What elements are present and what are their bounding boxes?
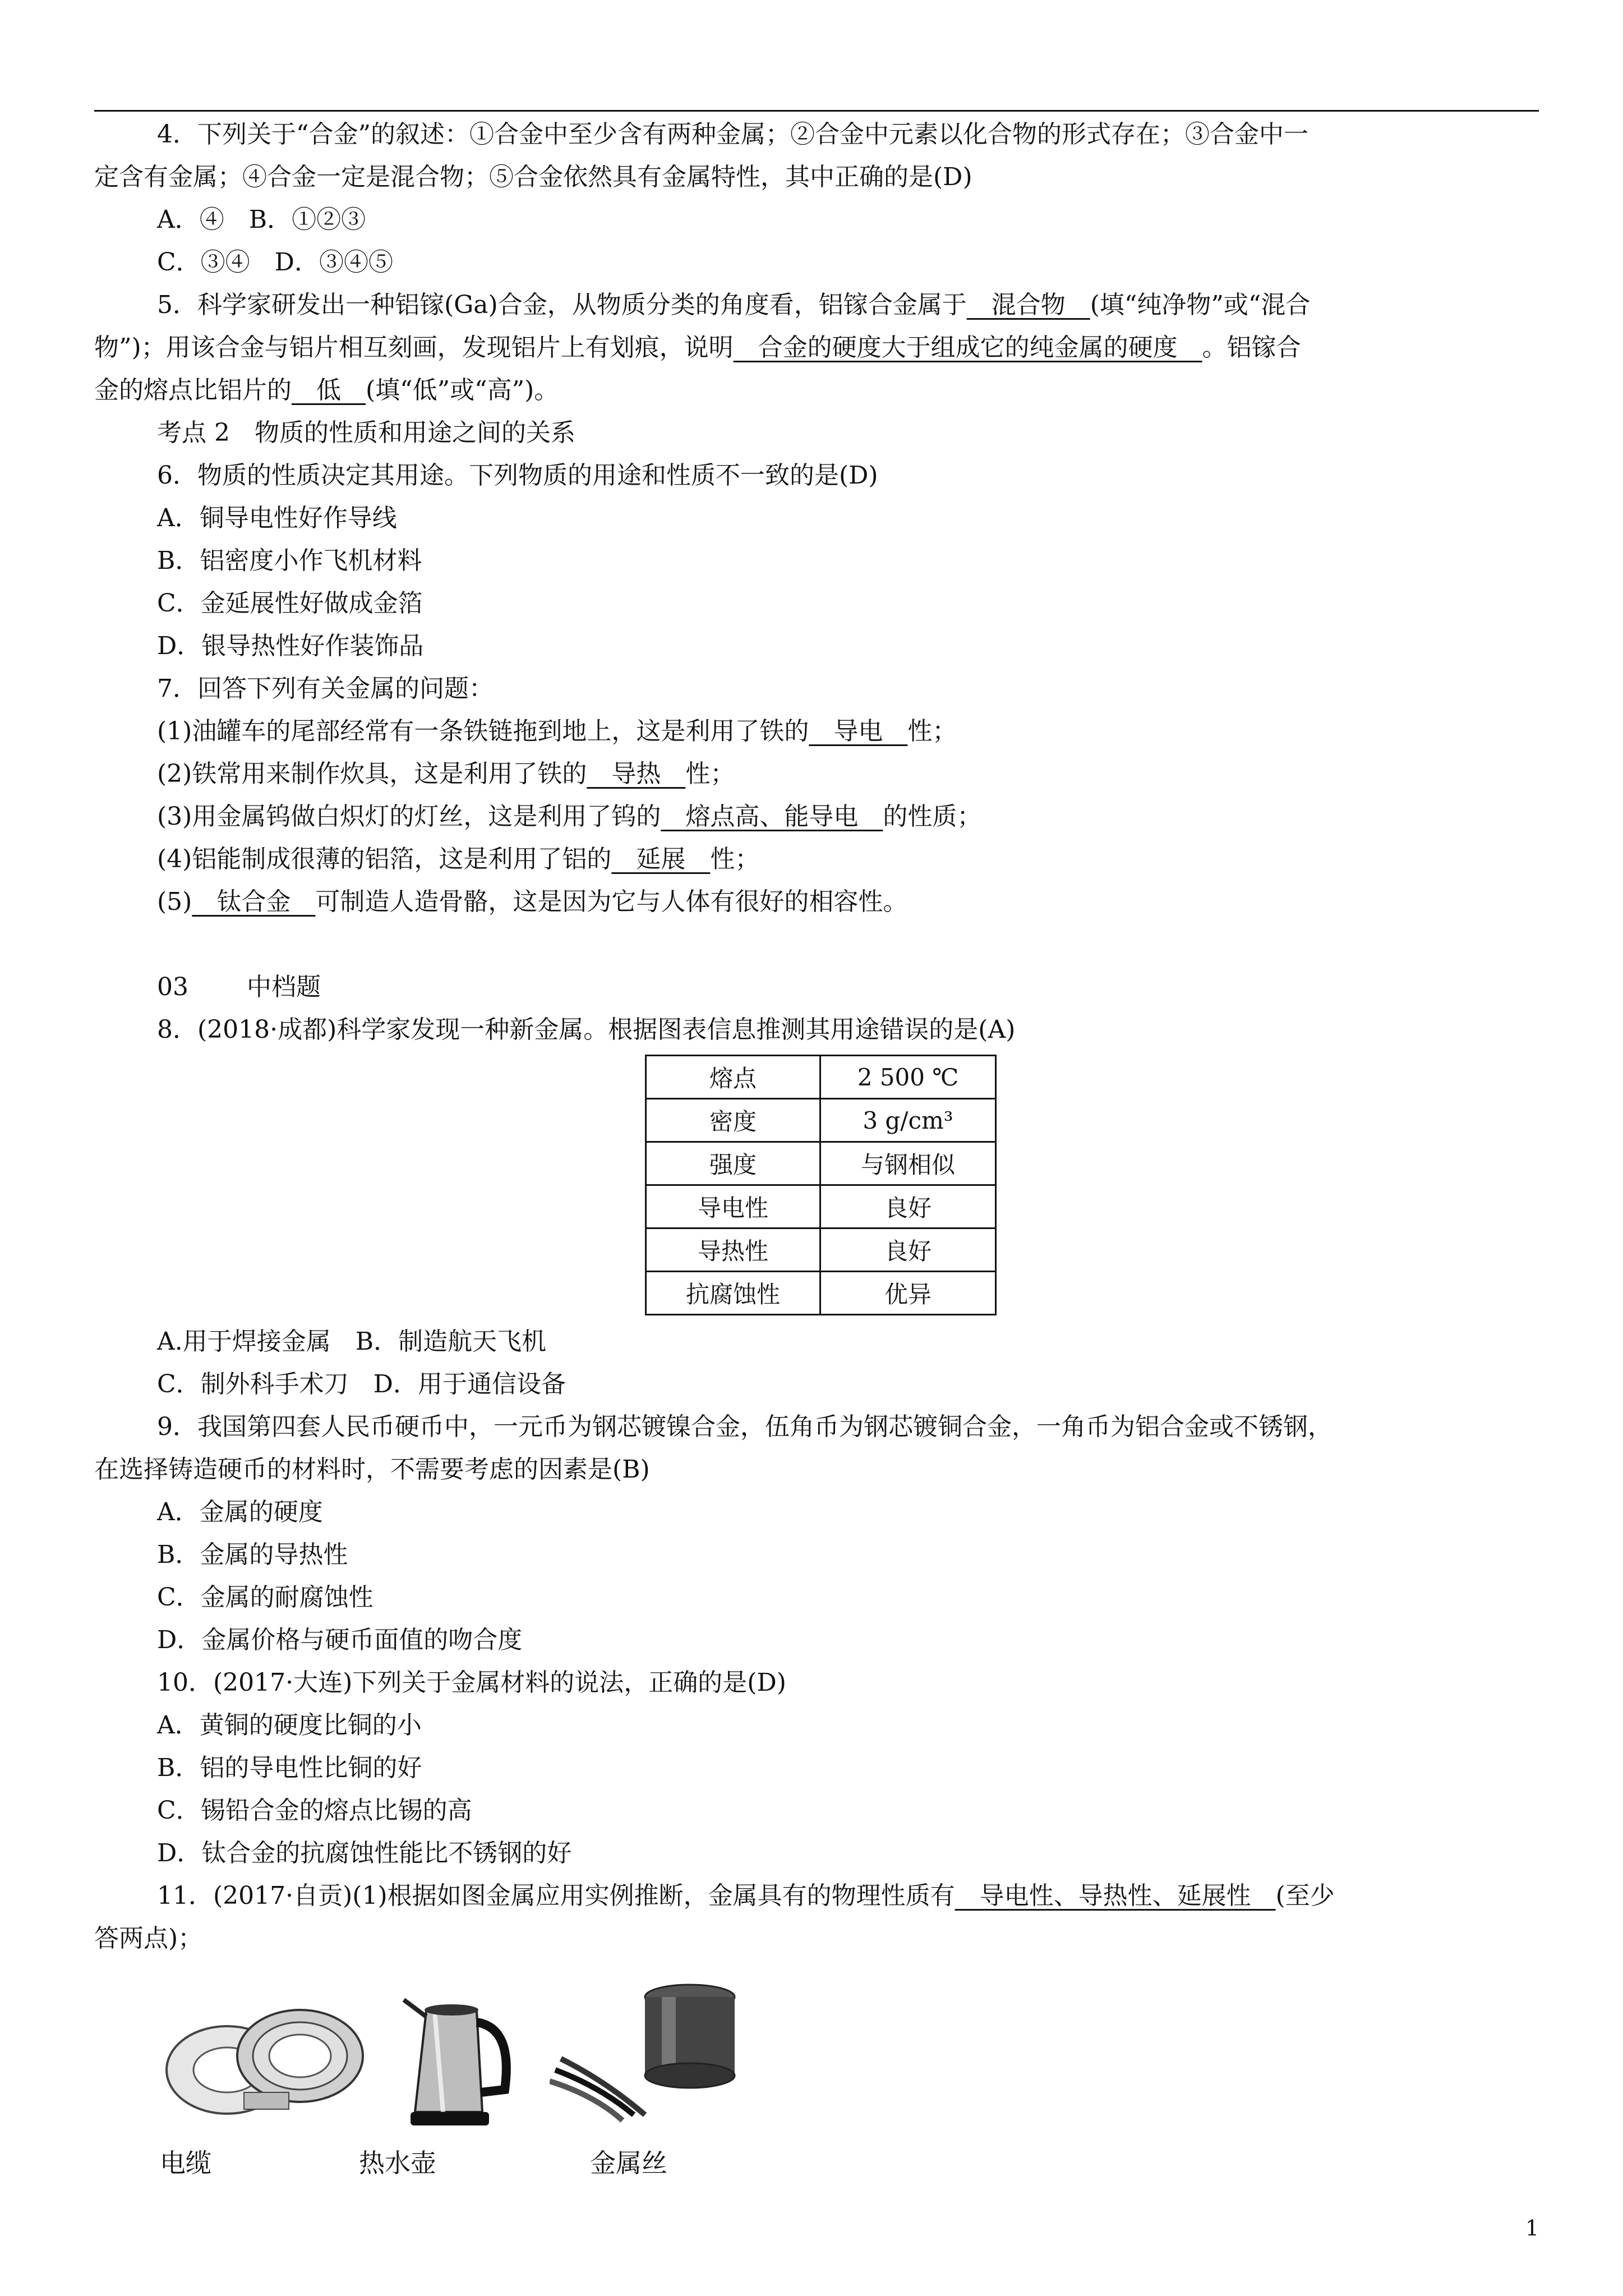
caption-metal-wire: 金属丝 xyxy=(590,2148,667,2178)
q8-options-1: A.用于焊接金属 B．制造航天飞机 xyxy=(157,1327,547,1356)
q9-option-d: D．金属价格与硬币面值的吻合度 xyxy=(157,1626,523,1654)
q10-option-b: B．铝的导电性比铜的好 xyxy=(157,1754,422,1782)
q9-option-c: C．金属的耐腐蚀性 xyxy=(157,1583,374,1612)
q9-option-b: B．金属的导热性 xyxy=(157,1540,348,1569)
metal-wire-image xyxy=(550,1975,757,2137)
q10-option-d: D．钛合金的抗腐蚀性能比不锈钢的好 xyxy=(157,1839,572,1867)
table-row xyxy=(646,1228,996,1272)
q9-line1: 9．我国第四套人民币硬币中，一元币为钢芯镀镍合金，伍角币为钢芯镀铜合金，一角币为铝合金或不锈钢， xyxy=(157,1412,1332,1441)
q11-line2: 答两点)； xyxy=(94,1924,203,1953)
q5-line1: 5．科学家研发出一种铝镓(Ga)合金，从物质分类的角度看，铝镓合金属于 混合物 (填“纯净物”或“混合 xyxy=(157,291,1311,319)
q4-line1: 4．下列关于“合金”的叙述：①合金中至少含有两种金属；②合金中元素以化合物的形式存在；③合金中一 xyxy=(157,120,1308,149)
q7-blank-1: 导电 xyxy=(809,717,908,746)
kaodian-2-heading: 考点 2 物质的性质和用途之间的关系 xyxy=(157,418,575,447)
section-number: 03 xyxy=(157,973,188,1001)
q6-stem: 6．物质的性质决定其用途。下列物质的用途和性质不一致的是(D) xyxy=(157,461,878,490)
q7-blank-4: 延展 xyxy=(611,845,711,873)
q5-blank-2: 合金的硬度大于组成它的纯金属的硬度 xyxy=(733,333,1202,362)
q7-stem: 7．回答下列有关金属的问题： xyxy=(157,674,494,703)
property-value: 3 g/cm³ xyxy=(820,1099,996,1142)
q4-options-1: A．④ B．①②③ xyxy=(157,205,366,234)
q7-sub-4: (4)铝能制成很薄的铝箔，这是利用了铝的 延展 性； xyxy=(157,845,760,873)
q11-line1: 11．(2017·自贡)(1)根据如图金属应用实例推断，金属具有的物理性质有 导电性、导热性、延展性 (至少 xyxy=(157,1881,1335,1910)
property-value: 良好 xyxy=(820,1228,996,1272)
q8-stem: 8．(2018·成都)科学家发现一种新金属。根据图表信息推测其用途错误的是(A) xyxy=(157,1015,1016,1044)
metal-properties-table xyxy=(645,1055,997,1315)
q10-option-c: C．锡铅合金的熔点比锡的高 xyxy=(157,1796,472,1825)
table-row xyxy=(646,1056,996,1099)
q7-sub-1: (1)油罐车的尾部经常有一条铁链拖到地上，这是利用了铁的 导电 性； xyxy=(157,717,957,746)
property-value: 2 500 ℃ xyxy=(820,1056,996,1099)
table-row xyxy=(646,1185,996,1228)
q5-line2: 物”)；用该合金与铝片相互刻画，发现铝片上有划痕，说明 合金的硬度大于组成它的纯金属的硬度 。铝镓合 xyxy=(94,333,1301,362)
section-title: 中档题 xyxy=(247,973,321,1001)
q5-blank-3: 低 xyxy=(292,376,366,404)
q6-option-b: B．铝密度小作飞机材料 xyxy=(157,546,422,575)
property-name: 导电性 xyxy=(646,1185,820,1228)
property-value: 与钢相似 xyxy=(820,1142,996,1185)
header-rule xyxy=(94,110,1539,112)
table-row xyxy=(646,1099,996,1142)
q6-option-d: D．银导热性好作装饰品 xyxy=(157,632,424,660)
property-name: 密度 xyxy=(646,1099,820,1142)
q5-line3: 金的熔点比铝片的 低 (填“低”或“高”)。 xyxy=(94,376,559,404)
q4-options-2: C．③④ D．③④⑤ xyxy=(157,248,393,277)
page-number: 1 xyxy=(1525,2216,1539,2240)
q8-options-2: C．制外科手术刀 D．用于通信设备 xyxy=(157,1370,566,1398)
caption-cable: 电缆 xyxy=(160,2148,211,2178)
property-value: 良好 xyxy=(820,1185,996,1228)
table-row xyxy=(646,1272,996,1315)
q7-blank-2: 导热 xyxy=(587,760,686,788)
q7-sub-2: (2)铁常用来制作炊具，这是利用了铁的 导热 性； xyxy=(157,760,735,788)
property-value: 优异 xyxy=(820,1272,996,1315)
property-name: 导热性 xyxy=(646,1228,820,1272)
q6-option-a: A．铜导电性好作导线 xyxy=(157,504,397,532)
q9-option-a: A．金属的硬度 xyxy=(157,1498,323,1526)
q6-option-c: C．金延展性好做成金箔 xyxy=(157,589,423,618)
q7-sub-5: (5) 钛合金 可制造人造骨骼，这是因为它与人体有很好的相容性。 xyxy=(157,887,908,916)
q5-blank-1: 混合物 xyxy=(966,291,1090,319)
caption-kettle: 热水壶 xyxy=(359,2148,436,2178)
q11-blank-1: 导电性、导热性、延展性 xyxy=(955,1881,1276,1910)
property-name: 强度 xyxy=(646,1142,820,1185)
q7-blank-5: 钛合金 xyxy=(192,887,316,916)
property-name: 熔点 xyxy=(646,1056,820,1099)
q7-blank-3: 熔点高、能导电 xyxy=(661,802,883,831)
kettle-image xyxy=(393,1977,522,2134)
table-row xyxy=(646,1142,996,1185)
q9-line2: 在选择铸造硬币的材料时，不需要考虑的因素是(B) xyxy=(94,1455,650,1484)
q10-stem: 10．(2017·大连)下列关于金属材料的说法，正确的是(D) xyxy=(157,1668,786,1697)
q4-line2: 定含有金属；④合金一定是混合物；⑤合金依然具有金属特性，其中正确的是(D) xyxy=(94,163,972,191)
cable-image xyxy=(160,1997,373,2126)
property-name: 抗腐蚀性 xyxy=(646,1272,820,1315)
q10-option-a: A．黄铜的硬度比铜的小 xyxy=(157,1711,422,1740)
q7-sub-3: (3)用金属钨做白炽灯的灯丝，这是利用了钨的 熔点高、能导电 的性质； xyxy=(157,802,982,831)
